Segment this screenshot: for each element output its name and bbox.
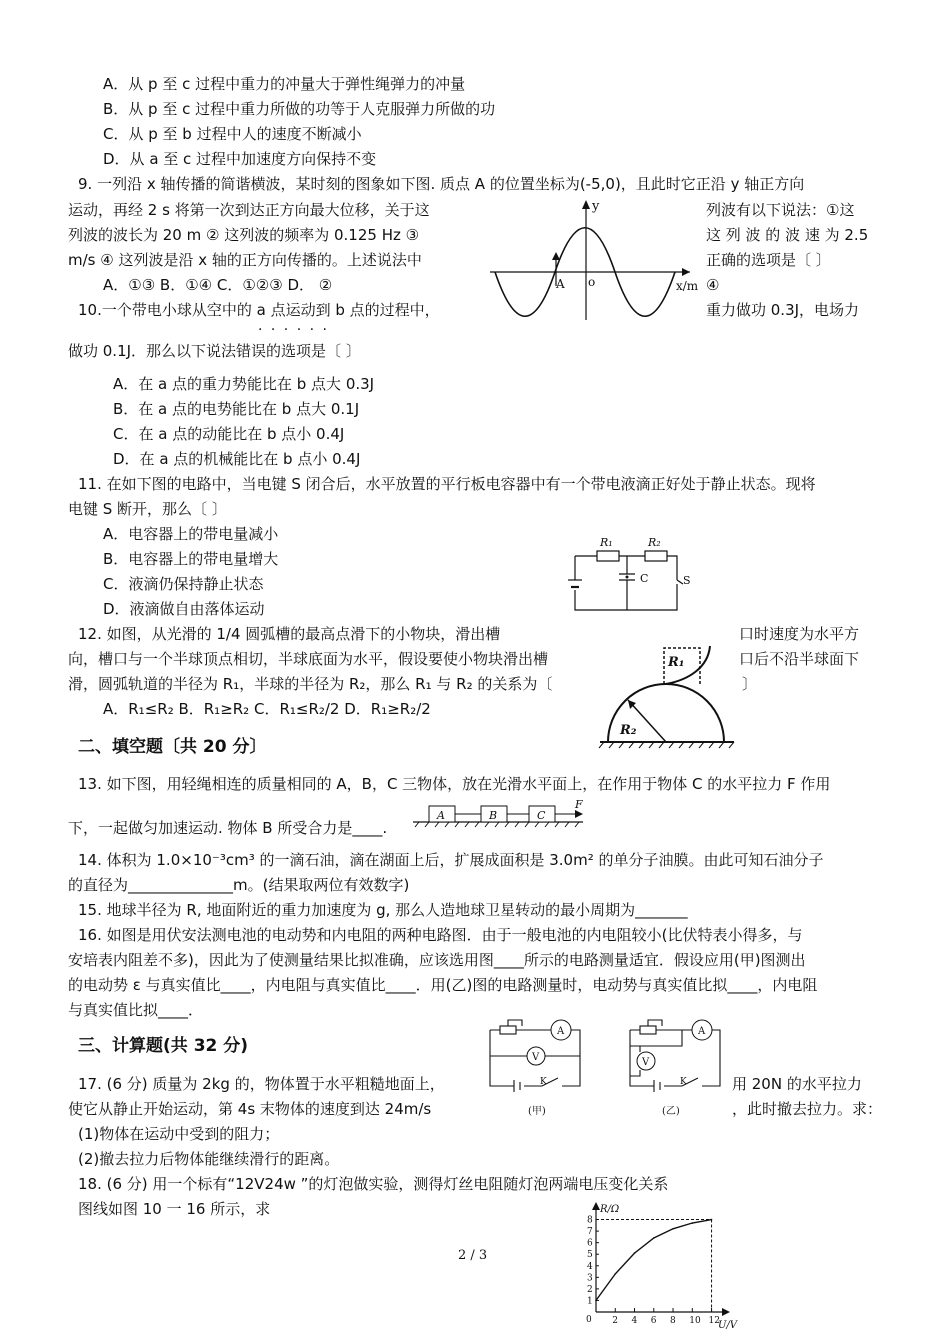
r2-label: R₂: [620, 723, 637, 738]
x-tick-label: 6: [650, 1316, 657, 1326]
q12-line1b: 口时速度为水平方: [739, 625, 860, 643]
q12-options: A．R₁≤R₂ B．R₁≥R₂ C．R₁≤R₂/2 D．R₁≥R₂/2: [103, 700, 431, 718]
data-point: [614, 1273, 616, 1275]
q15-line1: 15. 地球半径为 R, 地面附近的重力加速度为 g, 那么人造地球卫星转动的最小周期为_______: [78, 901, 688, 919]
c-label: C: [640, 572, 649, 585]
q13-line1: 13. 如下图，用轻绳相连的质量相同的 A，B，C 三物体，放在光滑水平面上，在作用于物体 C 的水平拉力 F 作用: [78, 775, 831, 793]
q10-line1b: 重力做功 0.3J，电场力: [706, 301, 860, 319]
series-line: [596, 1220, 712, 1301]
q11-line1: 11. 在如下图的电路中，当电键 S 闭合后，水平放置的平行板电容器中有一个带电液滴正好处于静止状态。现将: [78, 475, 816, 493]
q9-line4b: 正确的选项是〔 〕: [706, 251, 831, 269]
yi-label: (乙): [662, 1106, 680, 1117]
block-c-label: C: [537, 809, 546, 822]
force-label: F: [575, 798, 583, 811]
droplet: [626, 576, 629, 579]
q8-option-d: D．从 a 至 c 过程中加速度方向保持不变: [103, 150, 377, 168]
velocity-arrow-icon: [552, 252, 560, 260]
ammeter-label: A: [557, 1026, 565, 1037]
x-tick-label: 12: [708, 1316, 721, 1326]
q17-line3: (1)物体在运动中受到的阻力；: [78, 1125, 280, 1143]
ammeter-label: A: [698, 1026, 706, 1037]
section-3-heading: 三、计算题(共 32 分): [78, 1036, 249, 1056]
s-label: S: [683, 574, 691, 587]
y-tick-label: 1: [587, 1296, 593, 1307]
q9-line2a: 运动，再经 2 s 将第一次到达正方向最大位移，关于这: [68, 201, 430, 219]
q9-line3b: 这 列 波 的 波 速 为 2.5: [706, 226, 869, 244]
force-arrow-icon: [575, 810, 583, 818]
data-point: [672, 1228, 674, 1230]
page-number: 2 / 3: [458, 1248, 488, 1263]
block-a-label: A: [437, 809, 445, 822]
y-tick-label: 5: [587, 1250, 593, 1261]
y-tick-label: 8: [587, 1215, 593, 1226]
point-a-label: A: [556, 277, 565, 291]
q14-line1: 14. 体积为 1.0×10⁻³cm³ 的一滴石油，滴在湖面上后，扩展成面积是 3.0m² 的单分子油膜。由此可知石油分子: [78, 851, 824, 869]
q9-line2b: 列波有以下说法：①这: [706, 201, 855, 219]
data-point: [595, 1300, 597, 1302]
y-tick-label: 7: [587, 1227, 593, 1238]
q10-option-a: A．在 a 点的重力势能比在 b 点大 0.3J: [113, 375, 375, 393]
q16-line3: 的电动势 ε 与真实值比____，内电阻与真实值比____．用(乙)图的电路测量时，电动势与真实值比拟____，内电阻: [68, 976, 818, 994]
voltmeter-label: V: [642, 1057, 650, 1068]
blocks-figure: [413, 800, 593, 828]
resistance-voltage-chart: [578, 1200, 753, 1335]
q17-line1b: 用 20N 的水平拉力: [732, 1075, 862, 1093]
q9-options: A．①③ B．①④ C．①②③ D． ②: [103, 276, 333, 294]
y-tick-label: 3: [587, 1273, 593, 1284]
q16-line2: 安培表内阻差不多)，因此为了使测量结果比拟准确，应该选用图____所示的电路测量适宜．假设应用(甲)图测出: [68, 951, 806, 969]
q12-line3a: 滑，圆弧轨道的半径为 R₁，半球的半径为 R₂，那么 R₁ 与 R₂ 的关系为〔: [68, 675, 553, 693]
data-point: [711, 1219, 713, 1221]
q13-line2: 下，一起做匀加速运动. 物体 B 所受合力是____.: [68, 819, 388, 837]
q10-option-c: C．在 a 点的动能比在 b 点小 0.4J: [113, 425, 345, 443]
data-point: [653, 1237, 655, 1239]
q8-option-b: B．从 p 至 c 过程中重力所做的功等于人克服弹力所做的功: [103, 100, 496, 118]
block-b-label: B: [489, 809, 498, 822]
q10-emphasis-dots: · · · · · ·: [258, 322, 329, 338]
x-arrow-icon: [722, 1308, 730, 1316]
hemisphere-figure: [598, 640, 738, 750]
x-tick-label: 2: [612, 1316, 618, 1326]
q12-line2a: 向，槽口与一个半球顶点相切，半球底面为水平，假设要使小物块滑出槽: [68, 650, 549, 668]
q8-option-c: C．从 p 至 b 过程中人的速度不断减小: [103, 125, 362, 143]
x-tick-label: 4: [631, 1316, 638, 1326]
data-point: [691, 1222, 693, 1224]
q9-line1: 9. 一列沿 x 轴传播的简谐横波，某时刻的图象如下图. 质点 A 的位置坐标为(-5,0)，且此时它正沿 y 轴正方向: [78, 175, 805, 193]
origin-label: o: [588, 275, 596, 289]
y-label: y: [592, 199, 600, 214]
capacitor-circuit-figure: [565, 532, 695, 617]
q11-option-b: B．电容器上的带电量增大: [103, 550, 279, 568]
y-tick-label: 2: [587, 1284, 593, 1295]
x-tick-label: 10: [689, 1316, 701, 1326]
q9-line3a: 列波的波长为 20 m ② 这列波的频率为 0.125 Hz ③: [68, 226, 420, 244]
q17-line4: (2)撤去拉力后物体能继续滑行的距离。: [78, 1150, 340, 1168]
capacitor-c: [619, 556, 635, 610]
circuit-jia-figure: [486, 1016, 586, 1120]
q17-line2b: ，此时撤去拉力。求：: [732, 1100, 883, 1118]
q12-line2b: 口后不沿半球面下: [739, 650, 860, 668]
battery: [514, 1080, 520, 1092]
y-tick-label: 4: [587, 1261, 593, 1272]
q11-option-a: A．电容器上的带电量减小: [103, 525, 279, 543]
chart-ylabel: R/Ω: [600, 1204, 620, 1215]
q10-line1a: 10.一个带电小球从空中的 a 点运动到 b 点的过程中，: [78, 301, 440, 319]
q18-line1: 18. (6 分) 用一个标有“12V24w ”的灯泡做实验，测得灯丝电阻随灯泡两端电压变化关系: [78, 1175, 669, 1193]
origin-tick-label: 0: [586, 1315, 592, 1325]
resistor-r1: [597, 551, 619, 561]
x-arrow-icon: [682, 268, 690, 276]
x-label: x/m: [676, 279, 699, 293]
q10-option-d: D．在 a 点的机械能比在 b 点小 0.4J: [113, 450, 361, 468]
circuit-outer-wire: [575, 556, 677, 610]
jia-label: (甲): [528, 1106, 546, 1117]
r1-label: R₁: [668, 655, 685, 670]
voltmeter-label: V: [532, 1052, 540, 1063]
y-tick-label: 6: [587, 1238, 593, 1249]
section-2-heading: 二、填空题〔共 20 分〕: [78, 737, 267, 757]
q12-line3b: 〕: [742, 675, 758, 693]
rheostat: [500, 1026, 516, 1034]
resistor-r2: [645, 551, 667, 561]
switch-k-label: K: [540, 1077, 547, 1087]
q11-option-d: D．液滴做自由落体运动: [103, 600, 265, 618]
q16-line1: 16. 如图是用伏安法测电池的电动势和内电阻的两种电路图．由于一般电池的内电阻较小(比伏特表小得多，与: [78, 926, 803, 944]
r1-label: R₁: [600, 536, 613, 549]
q18-line2: 图线如图 10 一 16 所示，求: [78, 1200, 271, 1218]
q12-line1a: 12. 如图，从光滑的 1/4 圆弧槽的最高点滑下的小物块，滑出槽: [78, 625, 501, 643]
battery: [654, 1080, 660, 1092]
q14-line2: 的直径为______________m。(结果取两位有效数字): [68, 876, 410, 894]
q10-line2: 做功 0.1J．那么以下说法错误的选项是〔 〕: [68, 342, 361, 360]
q8-option-a: A．从 p 至 c 过程中重力的冲量大于弹性绳弹力的冲量: [103, 75, 466, 93]
r2-label: R₂: [648, 536, 661, 549]
q16-line4: 与真实值比拟____．: [68, 1001, 204, 1019]
q9-line4a: m/s ④ 这列波是沿 x 轴的正方向传播的。上述说法中: [68, 251, 422, 269]
switch-k-label: K: [680, 1077, 687, 1087]
rheostat: [640, 1026, 656, 1034]
x-tick-label: 8: [670, 1316, 676, 1326]
q11-line2: 电键 S 断开，那么〔 〕: [68, 500, 227, 518]
q11-option-c: C．液滴仍保持静止状态: [103, 575, 264, 593]
y-arrow-icon: [592, 1202, 600, 1210]
wave-figure: [490, 196, 700, 326]
data-point: [634, 1252, 636, 1254]
q17-line1a: 17. (6 分) 质量为 2kg 的，物体置于水平粗糙地面上，: [78, 1075, 445, 1093]
y-arrow-icon: [582, 200, 590, 209]
q17-line2a: 使它从静止开始运动，第 4s 末物体的速度到达 24m/s: [68, 1100, 432, 1118]
q9-options-tail: ④: [706, 276, 720, 294]
circuit-yi-figure: [626, 1016, 726, 1120]
q10-option-b: B．在 a 点的电势能比在 b 点大 0.1J: [113, 400, 360, 418]
chart-xlabel: U/V: [718, 1320, 738, 1331]
